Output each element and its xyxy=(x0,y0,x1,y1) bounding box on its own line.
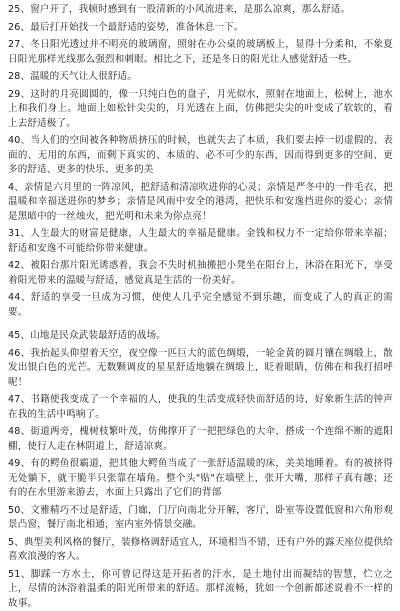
paragraph-51: 51、脚踩一方水土，你可曾记得这是开拓者的汗水，是土地付出而凝结的智慧，伫立之上，尽情的沐浴着温柔的阳光所带来的舒适。那样流畅，犹如一个创新都述说着不一样的故事。 xyxy=(8,568,393,611)
paragraph-44: 44、舒适的享受一旦成为习惯，使使人几乎完全感觉不到乐趣，而变成了人的真正的需要。 xyxy=(8,291,393,320)
paragraph-31: 31、人生最大的财富是健康，人生最大的幸福是健康。金钱和权力不一定给你带来幸福；舒适和安逸不可能给你带来健康。 xyxy=(8,227,393,256)
paragraph-42: 42、被阳台那片阳光诱惑着，我会不失时机抽搬把小凳坐在阳台上，沐浴在阳光下，享受着阳光带来的温暖与舒适，感觉真是生活的一份美好。 xyxy=(8,259,393,288)
paragraph-46: 46、我抬起头仰望着天空，夜空像一匹巨大的蓝色绸缎，一轮金黄的圆月镶在绸缎上，散发出银白色的光芒。无数颗调皮的星星舒适地躺在绸缎上，眨着眼睛，仿佛在和我打招呼呢！ xyxy=(8,347,393,391)
paragraph-40: 40、当人们的空间被各种物质挤压的时候，也就失去了本质，我们要去掉一切虚假的、表面的、无用的东西，而剩下真实的、本质的、必不可少的东西，因而得到更多的空间、更多的舒适、更多的快乐、更多的美 xyxy=(8,134,393,178)
paragraph-50: 50、文雅精巧不过是舒适，门廊，门厅向南北分开解，客厅，卧室等设置低窗和六角形观景凸窗，餐厅南北相通，室内室外情景交融。 xyxy=(8,504,393,533)
paragraph-25: 25、窗户开了，我顿时感到有一股清新的小风流进来，是那么凉爽，那么舒适。 xyxy=(8,3,393,18)
paragraph-5: 5、典型美利风格的餐厅，装修格调舒适宜人，环境相当不错，还有户外的露天座位提供给喜欢浪漫的客人。 xyxy=(8,536,393,565)
paragraph-26: 26、最后打开始找一个最舒适的姿势，准备休息一下。 xyxy=(8,21,393,36)
paragraph-45: 45、山地是民众武装最舒适的战场。 xyxy=(8,329,393,344)
paragraph-28: 28、温暖的天气让人很舒适。 xyxy=(8,70,393,85)
paragraph-27: 27、冬日阳光透过并不明亮的玻璃窗，照射在办公桌的玻璃板上，显得十分柔和，不象夏日阳光那样光线那么强烈和刺眼。相比之下，还是冬日的阳光让人感觉舒适一些。 xyxy=(8,38,393,67)
paragraph-48: 48、街道两旁，槐树枝繁叶茂，仿佛撑开了一把把绿色的大伞，搭成一个连绵不断的遮阳棚，使行人走在林阴道上，舒适凉爽。 xyxy=(8,425,393,454)
paragraph-29: 29、这时的月亮圆圆的，像一只纯白色的盘子，月光似水，照射在地面上，松树上，池水上和我们身上。地面上如松针尖尖的，月光透在上面，仿佛把尖尖的叶变成了软软的，看上去舒适极了。 xyxy=(8,88,393,132)
paragraph-47: 47、书籍使我变成了一个幸福的人，使我的生活变成轻快而舒适的诗，好象新生活的钟声在我的生活中鸣响了。 xyxy=(8,393,393,422)
paragraph-49: 49、有的鳄鱼很霸道，把其他大鳄鱼当成了一张舒适温暖的床，美美地睡着。有的被挤得无处躺下，就干脆半只张靠在墙角。整个头"贴"在墙壁上，张开大嘴，那样子真有趣；还有的在水里游来游去，水面上只露出了它们的背部 xyxy=(8,457,393,501)
paragraph-4: 4、亲情是六月里的一阵凉风，把舒适和清凉吹进你的心灵；亲情是严冬中的一件毛衣，把温暖和幸福送进你的梦乡；亲情是风雨中安全的港湾，把快乐和安逸挡进你的爱心；亲情是黑暗中的一丝烛火，把光明和未来为你点亮！ xyxy=(8,181,393,225)
